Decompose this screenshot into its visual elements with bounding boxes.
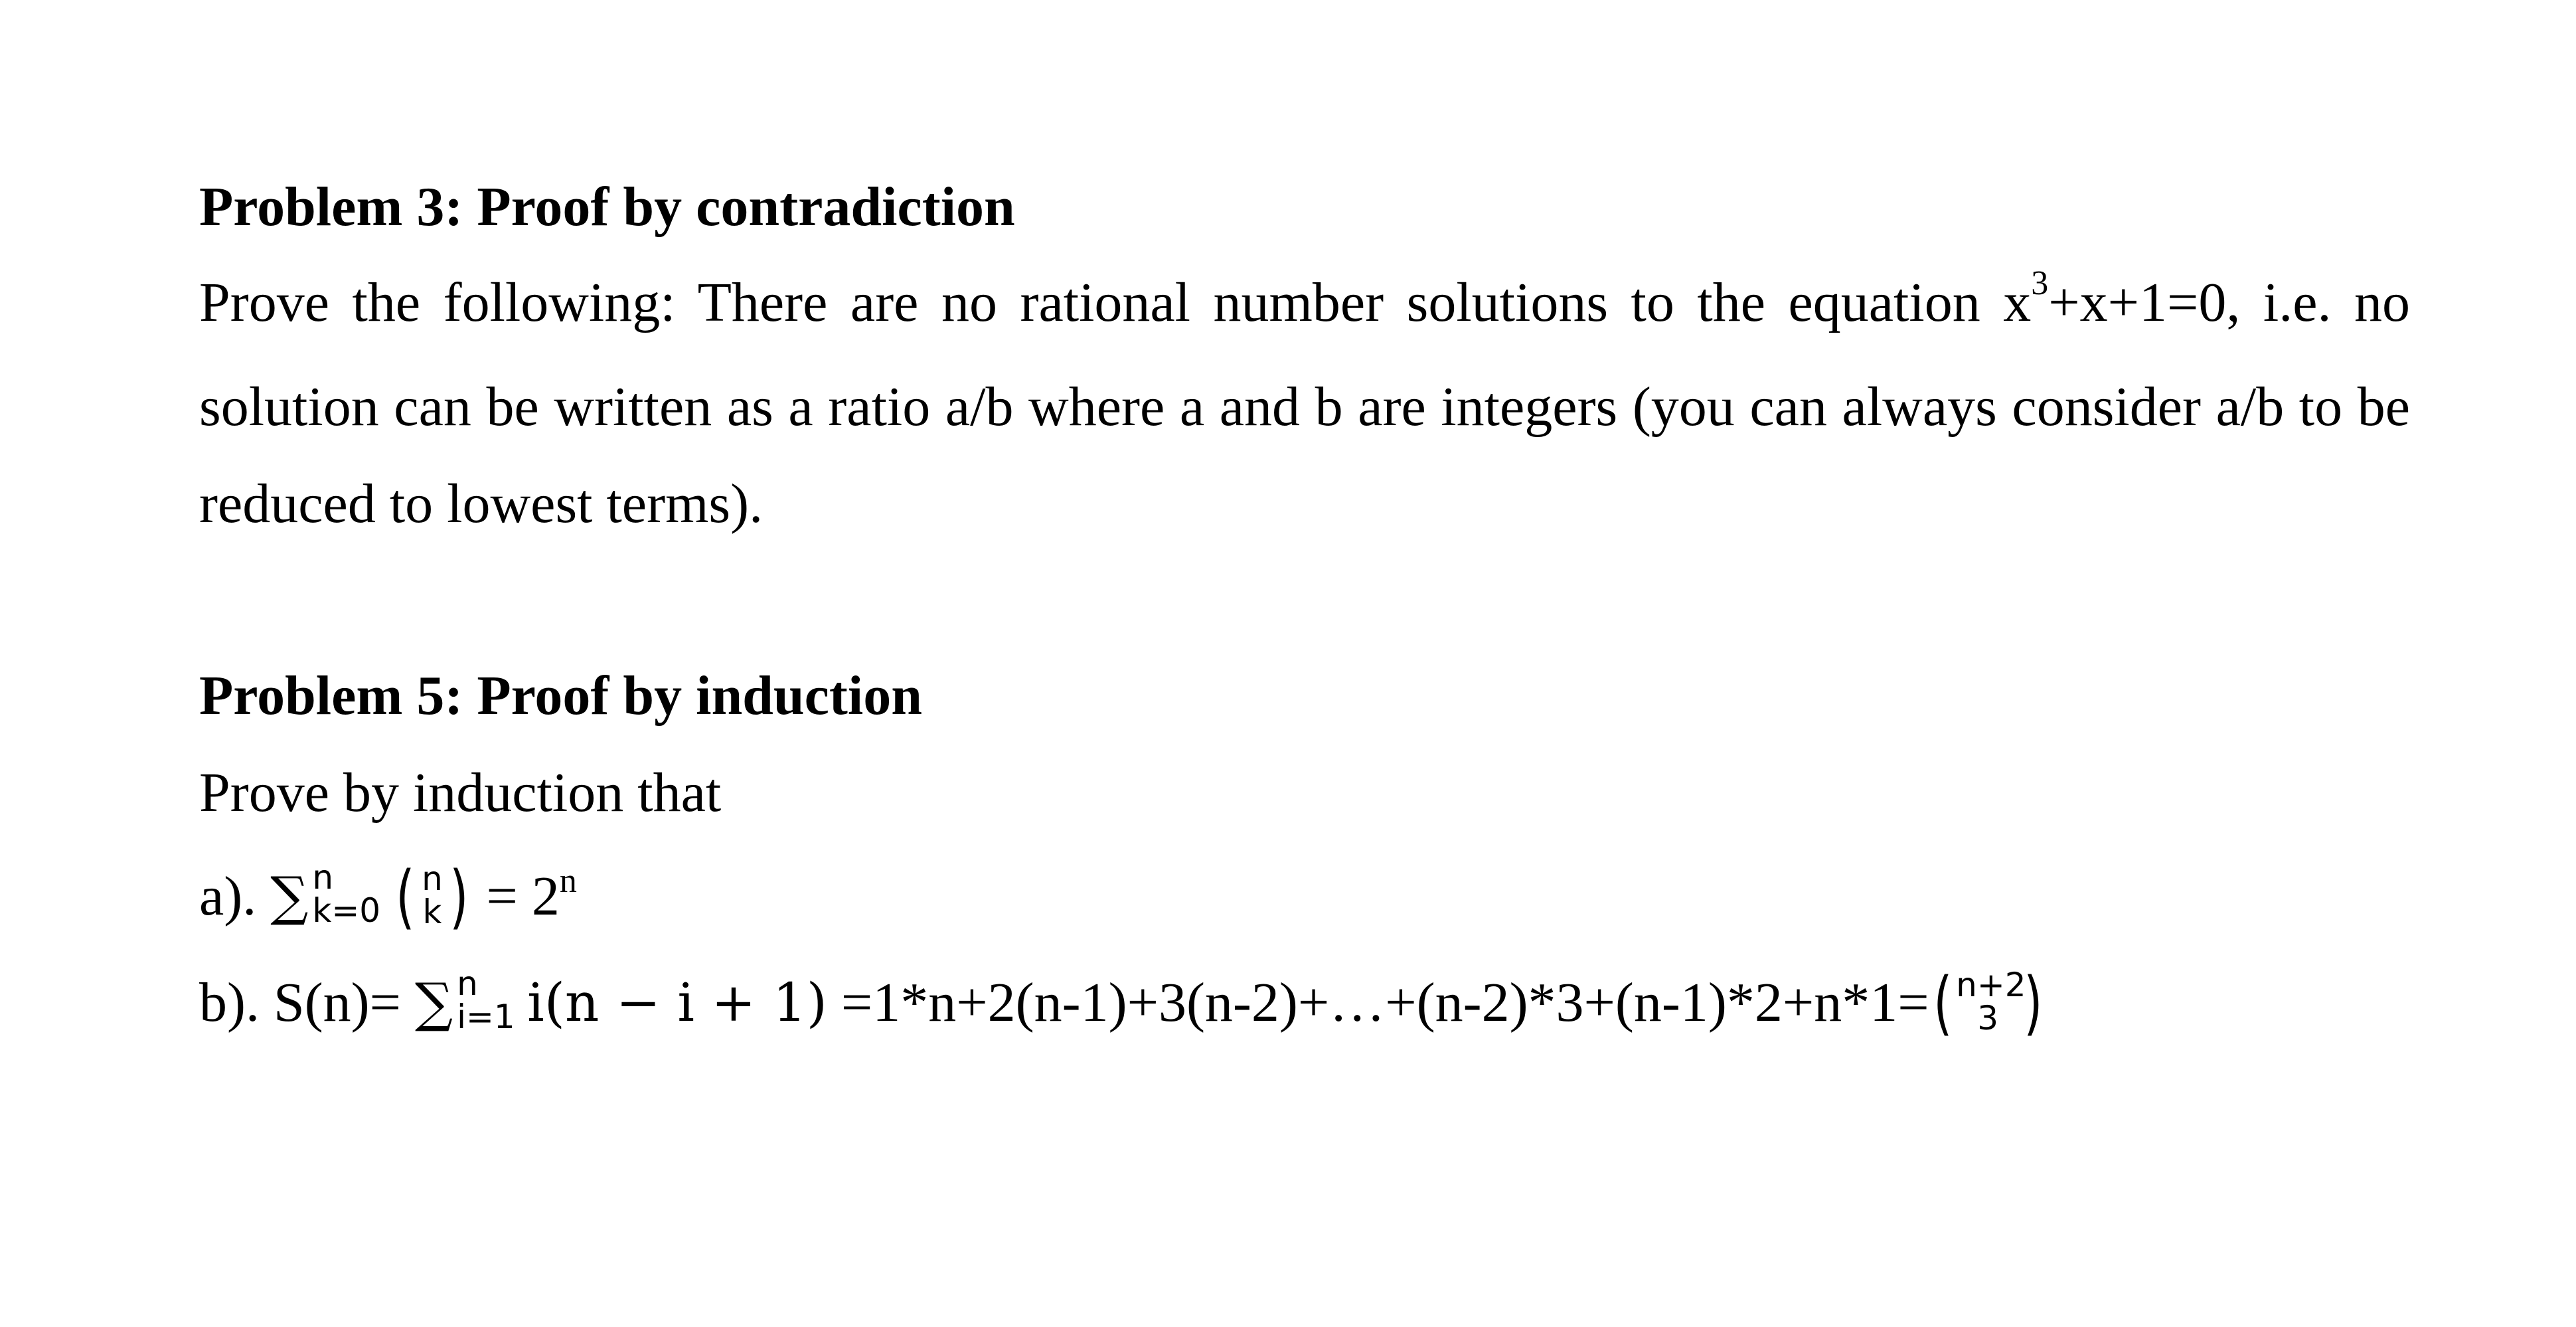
binom-bottom: 3 [1977, 999, 1999, 1037]
problem-3-heading: Problem 3: Proof by contradiction [199, 176, 1015, 238]
binom-top: n [422, 859, 443, 898]
right-paren-icon: ) [449, 856, 469, 937]
summation-icon: ∑ [415, 972, 453, 1033]
part-b-summand: i(n − i + 1) [527, 972, 827, 1033]
part-b-label: b). S(n)= [199, 972, 402, 1033]
part-a-equals: = 2 [486, 865, 560, 927]
problem-5-heading: Problem 5: Proof by induction [199, 665, 922, 727]
lower-limit: i=1 [457, 998, 515, 1036]
problem-3-text-part1: Prove the following: There are no rational number solutions to the equation x [199, 272, 2032, 333]
left-paren-icon: ( [1933, 962, 1953, 1043]
upper-limit: n [457, 964, 478, 1003]
summation-limits [312, 858, 392, 930]
lower-limit: k=0 [312, 891, 381, 930]
problem-3-statement [199, 254, 2410, 553]
binomial-coefficient [1929, 962, 2047, 1043]
summation-limits [457, 964, 527, 1036]
binom-bottom: k [422, 893, 442, 931]
left-paren-icon: ( [396, 856, 415, 937]
part-b-equation [199, 962, 2047, 1043]
summation-icon: ∑ [270, 865, 309, 927]
problem-5-intro: Prove by induction that [199, 762, 722, 824]
binomial-coefficient [392, 856, 472, 937]
cubic-exponent: 3 [2031, 264, 2049, 302]
binom-top: n+2 [1956, 966, 2026, 1004]
part-a-equation [199, 856, 577, 937]
upper-limit: n [312, 858, 334, 897]
part-a-exponent: n [559, 862, 577, 900]
part-b-expansion: =1*n+2(n-1)+3(n-2)+…+(n-2)*3+(n-1)*2+n*1= [841, 972, 1929, 1033]
problem-3-text-part2: +x+1=0, i.e. no solution can be written as a ratio a/b where a and b are integers (you can always consider a/b to be reduced to lowest terms). [199, 272, 2410, 535]
part-a-label: a). [199, 865, 257, 927]
right-paren-icon: ) [2024, 962, 2043, 1043]
